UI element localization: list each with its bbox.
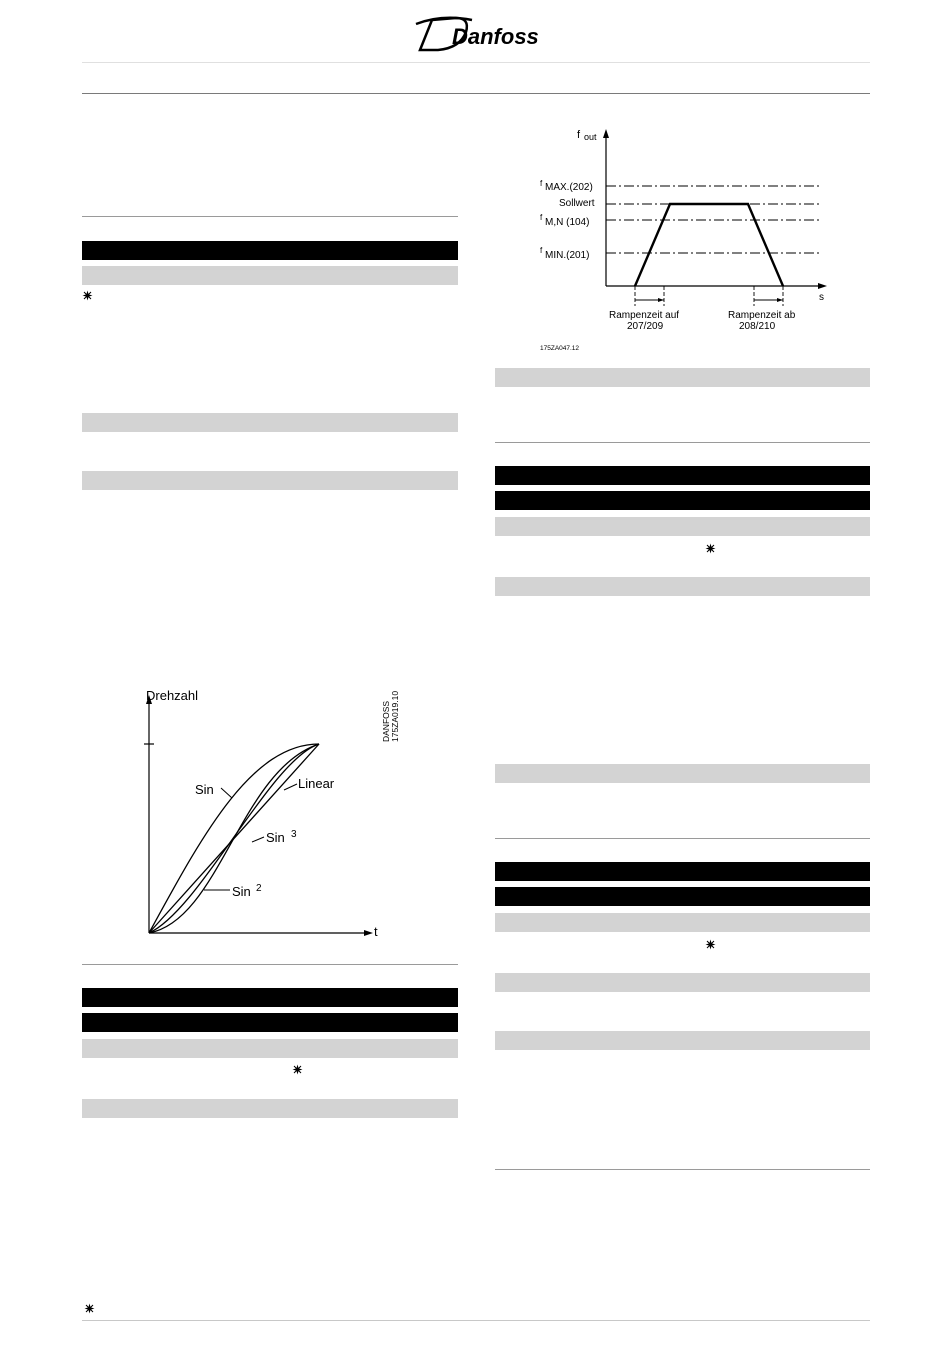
scurve-sin-label: Sin bbox=[195, 782, 214, 797]
left-subheader-bar-2 bbox=[82, 413, 458, 432]
ramp-level-sollwert-label: Sollwert bbox=[559, 198, 595, 209]
ramp-up-params: 207/209 bbox=[627, 321, 664, 332]
left-subheader-bar-5 bbox=[82, 1099, 458, 1118]
default-star-icon bbox=[292, 1064, 303, 1075]
header-rule-top bbox=[82, 62, 870, 63]
left-subheader-bar-3 bbox=[82, 471, 458, 490]
scurve-diagram bbox=[130, 680, 410, 945]
scurve-sin3-leader bbox=[252, 837, 264, 842]
scurve-figure-code-line1: DANFOSS bbox=[381, 700, 391, 742]
right-subheader-bar-5 bbox=[495, 913, 870, 932]
scurve-sin2-label: Sin bbox=[232, 884, 251, 899]
ramp-level-mn-prefix: f bbox=[540, 213, 543, 222]
right-section-rule-3 bbox=[495, 1169, 870, 1170]
header-rule bbox=[82, 93, 870, 94]
scurve-sin-leader bbox=[221, 788, 232, 798]
right-parameter-title-bar-1 bbox=[495, 466, 870, 485]
right-section-rule-2 bbox=[495, 838, 870, 839]
default-star-icon bbox=[82, 290, 93, 301]
right-subheader-bar-2 bbox=[495, 517, 870, 536]
left-subheader-bar-1 bbox=[82, 266, 458, 285]
left-section-rule-1 bbox=[82, 216, 458, 217]
right-subheader-bar-3 bbox=[495, 577, 870, 596]
ramp-down-params: 208/210 bbox=[739, 321, 776, 332]
scurve-x-arrow-icon bbox=[364, 930, 373, 936]
scurve-sin3-exponent: 3 bbox=[291, 829, 297, 840]
ramp-level-min-prefix: f bbox=[540, 246, 543, 255]
ramp-x-axis-label: s bbox=[819, 292, 824, 303]
ramp-level-max-prefix: f bbox=[540, 179, 543, 188]
scurve-x-axis-label: t bbox=[374, 924, 378, 939]
left-section-rule-2 bbox=[82, 964, 458, 965]
default-star-icon bbox=[705, 543, 716, 554]
ramp-y-axis-sub: out bbox=[584, 132, 597, 142]
scurve-linear-leader bbox=[284, 784, 297, 790]
danfoss-logo bbox=[412, 12, 542, 58]
right-subheader-bar-4 bbox=[495, 764, 870, 783]
scurve-figure-code-line2: 175ZA019.10 bbox=[390, 690, 400, 742]
footer-rule bbox=[82, 1320, 870, 1321]
ramp-profile-curve bbox=[635, 204, 783, 286]
ramp-x-arrow-icon bbox=[818, 283, 827, 289]
ramp-figure-code: 175ZA047.12 bbox=[540, 345, 580, 352]
scurve-y-axis-label: Drehzahl bbox=[146, 688, 199, 703]
left-subheader-bar-4 bbox=[82, 1039, 458, 1058]
ramp-y-arrow-icon bbox=[603, 129, 609, 138]
logo-text: Danfoss bbox=[452, 24, 539, 49]
right-section-rule-1 bbox=[495, 442, 870, 443]
ramp-down-label: Rampenzeit ab bbox=[728, 310, 796, 321]
default-star-icon bbox=[705, 939, 716, 950]
right-subheader-bar-7 bbox=[495, 1031, 870, 1050]
left-parameter-title-bar-1 bbox=[82, 241, 458, 260]
right-parameter-title-bar-2 bbox=[495, 491, 870, 510]
right-subheader-bar-1 bbox=[495, 368, 870, 387]
ramp-level-mn-label: M,N (104) bbox=[545, 217, 590, 228]
right-parameter-title-bar-3 bbox=[495, 862, 870, 881]
ramp-diagram bbox=[530, 120, 840, 355]
ramp-up-arrow-icon bbox=[658, 298, 664, 302]
scurve-sin3-label: Sin bbox=[266, 830, 285, 845]
scurve-linear-label: Linear bbox=[298, 776, 335, 791]
ramp-up-label: Rampenzeit auf bbox=[609, 310, 680, 321]
ramp-level-max-label: MAX.(202) bbox=[545, 182, 593, 193]
footer-star-icon bbox=[84, 1303, 95, 1314]
right-subheader-bar-6 bbox=[495, 973, 870, 992]
left-parameter-title-bar-3 bbox=[82, 1013, 458, 1032]
ramp-y-axis-label: f bbox=[577, 129, 581, 141]
ramp-level-min-label: MIN.(201) bbox=[545, 250, 590, 261]
ramp-down-arrow-icon bbox=[777, 298, 783, 302]
left-parameter-title-bar-2 bbox=[82, 988, 458, 1007]
right-parameter-title-bar-4 bbox=[495, 887, 870, 906]
scurve-sin2-exponent: 2 bbox=[256, 883, 262, 894]
